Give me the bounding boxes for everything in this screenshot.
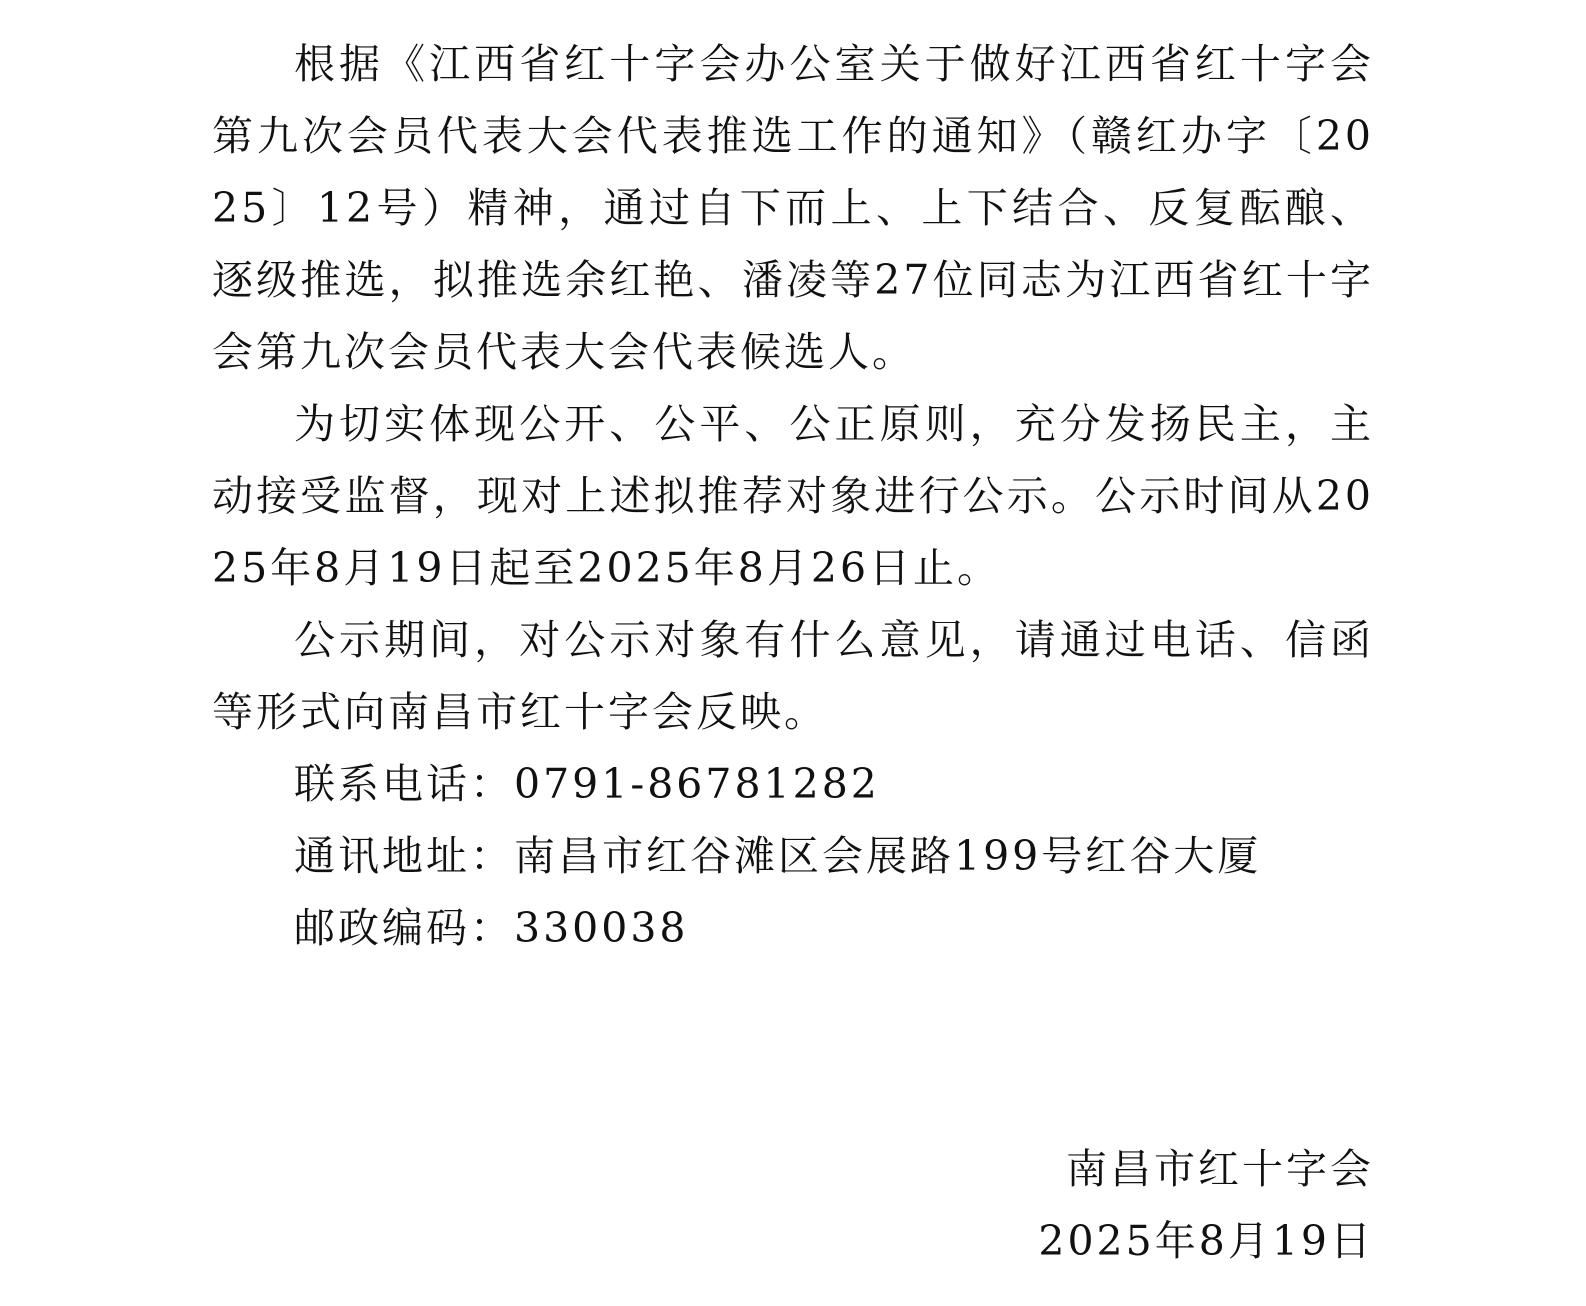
paragraph-feedback: 公示期间，对公示对象有什么意见，请通过电话、信函等形式向南昌市红十字会反映。 — [212, 616, 1374, 736]
signature-organization: 南昌市红十字会 — [1066, 1145, 1374, 1193]
paragraph-basis: 根据《江西省红十字会办公室关于做好江西省红十字会第九次会员代表大会代表推选工作的通知》（赣红办字〔2025〕12号）精神，通过自下而上、上下结合、反复酝酿、逐级推选，拟推选余红艳、潘凌等27位同志为江西省红十字会第九次会员代表大会代表候选人。 — [212, 40, 1374, 376]
signature-date: 2025年8月19日 — [1038, 1217, 1374, 1265]
contact-address: 通讯地址：南昌市红谷滩区会展路199号红谷大厦 — [294, 832, 1262, 880]
contact-phone: 联系电话：0791-86781282 — [294, 760, 880, 808]
signature-block — [1038, 1133, 1374, 1277]
paragraph-publicity-period: 为切实体现公开、公平、公正原则，充分发扬民主，主动接受监督，现对上述拟推荐对象进行公示。公示时间从2025年8月19日起至2025年8月26日止。 — [212, 400, 1374, 592]
document-body — [212, 28, 1374, 964]
contact-postcode: 邮政编码：330038 — [294, 904, 689, 952]
